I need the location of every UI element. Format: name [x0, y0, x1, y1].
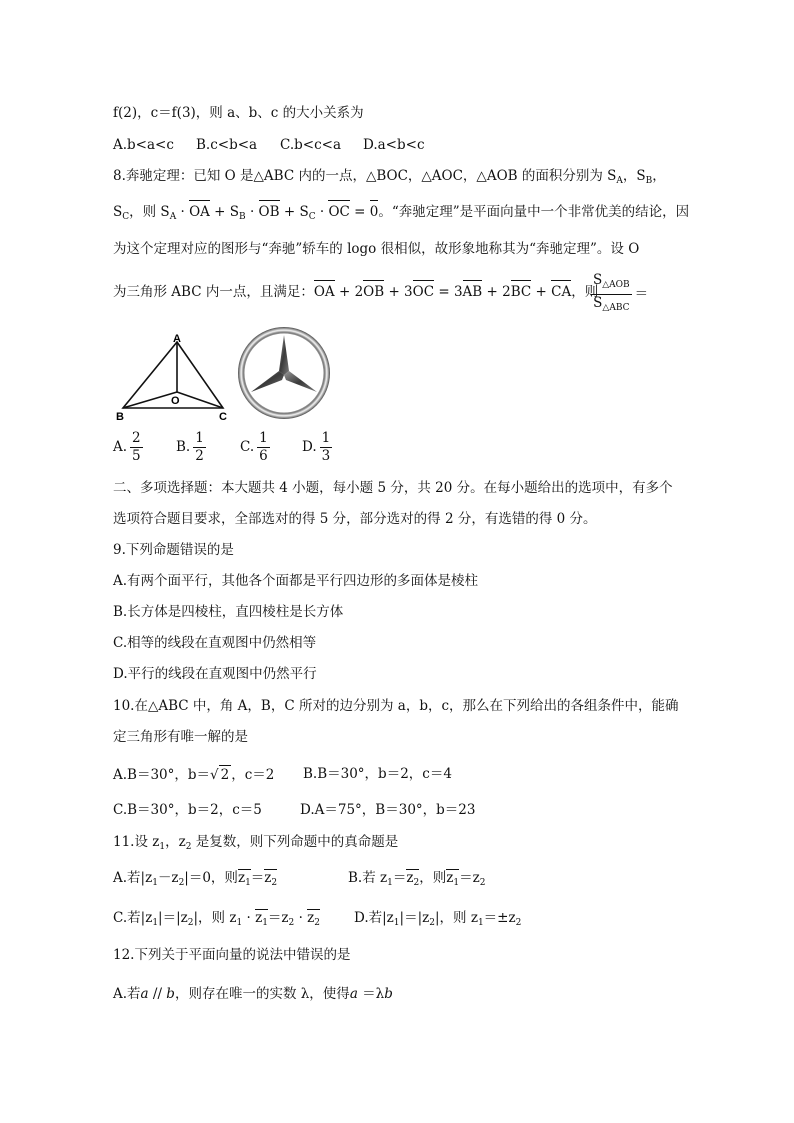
- q9-option-c: C.相等的线段在直观图中仍然相等: [113, 635, 317, 651]
- section2-line-1: 二、多项选择题：本大题共 4 小题，每小题 5 分，共 20 分。在每小题给出的选项中，有多个: [113, 480, 673, 496]
- segment-bo: [123, 392, 177, 408]
- q11-stem: 11.设 $z_1$，$z_2$ 是复数，则下列命题中的真命题是: [113, 834, 399, 852]
- q8-line-1: 8.奔驰定理：已知 O 是△ABC 内的一点，△BOC，△AOC，△AOB 的面积分别为 $S_A$，$S_B$，: [113, 168, 666, 186]
- q9-stem: 9.下列命题错误的是: [113, 542, 234, 558]
- q10-option-c: C.B＝30°，b＝2，c＝5: [113, 802, 262, 818]
- q10-option-d: D.A＝75°，B＝30°，b＝23: [300, 802, 476, 818]
- q8-option-c: C. $\frac{1}{6}$: [240, 430, 268, 464]
- q7-option-b: B.c<b<a: [196, 137, 258, 153]
- q11-option-d: D.若$|z_1|=|z_2|$，则 $z_1=\pm z_2$: [354, 910, 522, 928]
- q7-tail: f(2)，c＝f(3)，则 a、b、c 的大小关系为: [113, 105, 364, 121]
- q11-option-a: A.若$|z_1-z_2|=0$，则$z_1=z_2$: [113, 870, 278, 888]
- q10-line-1: 10.在△ABC 中，角 A，B，C 所对的边分别为 a，b，c，那么在下列给出的各组条件中，能确: [113, 698, 679, 714]
- q8-area-ratio: $\frac{S_{\triangle AOB}}{S_{\triangle ABC}}$ ＝: [588, 272, 648, 317]
- benz-logo-image: [236, 325, 332, 421]
- label-a: A: [173, 333, 181, 345]
- segment-co: [177, 392, 223, 408]
- q9-option-b: B.长方体是四棱柱，直四棱柱是长方体: [113, 604, 344, 620]
- q8-option-d: D. $\frac{1}{3}$: [302, 430, 331, 464]
- q10-line-2: 定三角形有唯一解的是: [113, 729, 248, 745]
- section2-line-2: 选项符合题目要求，全部选对的得 5 分，部分选对的得 2 分，有选错的得 0 分。: [113, 511, 597, 527]
- q9-option-a: A.有两个面平行，其他各个面都是平行四边形的多面体是棱柱: [113, 573, 479, 589]
- q12-option-a: A.若a // b，则存在唯一的实数 λ，使得a ＝λb: [113, 986, 393, 1002]
- label-b: B: [116, 411, 124, 422]
- q10-option-b: B.B＝30°，b＝2，c＝4: [303, 766, 452, 782]
- q7-option-d: D.a<b<c: [363, 137, 425, 153]
- q12-stem: 12.下列关于平面向量的说法中错误的是: [113, 947, 351, 963]
- area-ratio-fraction: $\frac{S_{\triangle AOB}}{S_{\triangle ABC}}$: [593, 272, 630, 313]
- triangle-figure: [113, 330, 238, 422]
- q9-option-d: D.平行的线段在直观图中仍然平行: [113, 666, 317, 682]
- q11-option-b: B.若 $z_1=z_2$，则$z_1=z_2$: [348, 870, 486, 888]
- q8-line-4: 为三角形 ABC 内一点，且满足：OA + 2OB + 3OC = 3AB + 2BC + CA，则: [113, 284, 599, 300]
- q8-line-2: $S_C$，则 $S_A$ · OA + $S_B$ · OB + $S_C$ · OC = 0。“奔驰定理”是平面向量中一个非常优美的结论，因: [113, 204, 690, 222]
- label-o: O: [171, 395, 180, 407]
- q11-option-c: C.若$|z_1|=|z_2|$，则 $z_1 \cdot z_1=z_2 \cdot z_2$: [113, 910, 321, 928]
- q8-option-a: A. $\frac{2}{5}$: [113, 430, 141, 464]
- label-c: C: [219, 411, 227, 422]
- q8-line-3: 为这个定理对应的图形与“奔驰”轿车的 logo 很相似，故形象地称其为“奔驰定理”。设 O: [113, 241, 640, 257]
- q10-option-a: A.B＝30°，b＝√ 2 ，c＝2: [113, 767, 275, 783]
- q7-option-a: A.b<a<c: [113, 137, 174, 153]
- q7-option-c: C.b<c<a: [280, 137, 342, 153]
- q8-option-b: B. $\frac{1}{2}$: [176, 430, 204, 464]
